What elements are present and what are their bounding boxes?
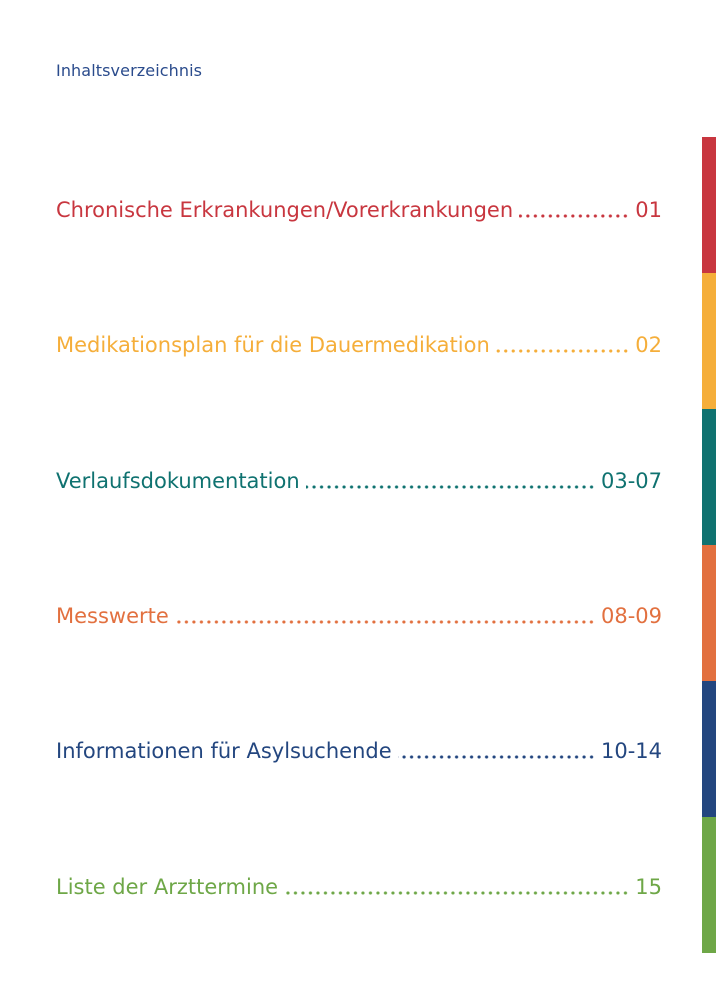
toc-entry-pages: 03-07: [600, 469, 662, 493]
page-title: Inhaltsverzeichnis: [56, 61, 203, 80]
section-tab-progress-documentation[interactable]: [702, 409, 716, 545]
toc-entry-title: Medikationsplan für die Dauermedikation: [56, 333, 490, 357]
section-tab-measurements[interactable]: [702, 545, 716, 681]
toc-entry-medication-plan[interactable]: [56, 324, 662, 360]
toc-entry-pages: 10-14: [600, 739, 662, 763]
section-color-tabs: [702, 137, 716, 953]
section-tab-doctor-appointments[interactable]: [702, 817, 716, 953]
table-of-contents: [56, 0, 662, 1000]
section-tab-asylum-seekers-info[interactable]: [702, 681, 716, 817]
toc-entry-pages: 08-09: [600, 604, 662, 628]
dotted-leader: [175, 619, 595, 625]
toc-entry-progress-documentation[interactable]: [56, 460, 662, 496]
toc-entry-pages: 02: [635, 333, 662, 357]
toc-entry-pages: 15: [635, 875, 662, 899]
toc-entry-title: Informationen für Asylsuchende: [56, 739, 392, 763]
section-tab-medication-plan[interactable]: [702, 273, 716, 409]
toc-entry-pages: 01: [635, 198, 662, 222]
dotted-leader: [398, 754, 595, 760]
toc-entry-measurements[interactable]: [56, 595, 662, 631]
toc-entry-title: Liste der Arzttermine: [56, 875, 279, 899]
toc-entry-title: Chronische Erkrankungen/Vorerkrankungen: [56, 198, 514, 222]
toc-entry-chronic-diseases[interactable]: [56, 189, 662, 225]
toc-entry-title: Messwerte: [56, 604, 169, 628]
dotted-leader: [519, 213, 629, 219]
dotted-leader: [284, 890, 629, 896]
toc-entry-title: Verlaufsdokumentation: [56, 469, 300, 493]
toc-entry-doctor-appointments[interactable]: [56, 866, 662, 902]
toc-entry-asylum-seekers-info[interactable]: [56, 730, 662, 766]
section-tab-chronic-diseases[interactable]: [702, 137, 716, 273]
dotted-leader: [306, 484, 595, 490]
dotted-leader: [496, 348, 629, 354]
